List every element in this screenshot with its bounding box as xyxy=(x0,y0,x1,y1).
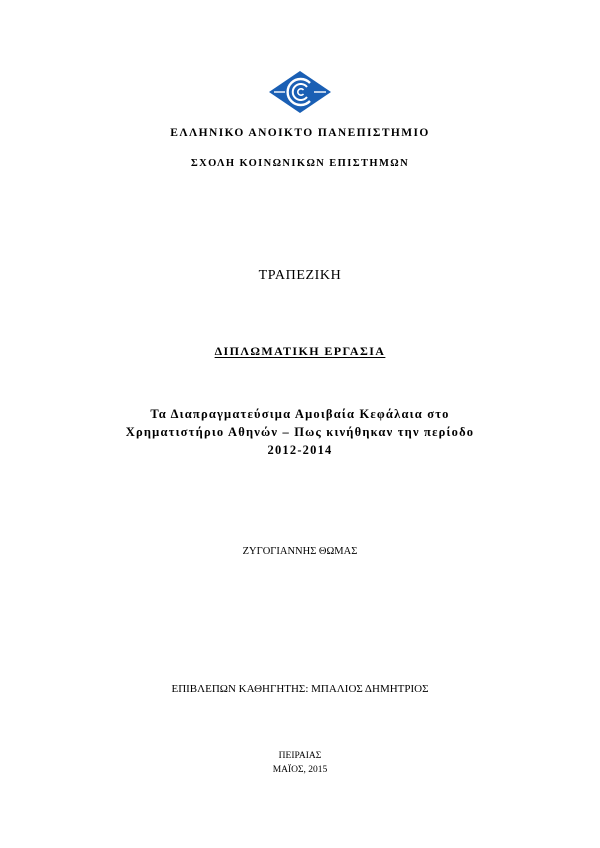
author-name: ΖΥΓΟΓΙΑΝΝΗΣ ΘΩΜΑΣ xyxy=(242,546,358,557)
supervisor-line: ΕΠΙΒΛΕΠΩΝ ΚΑΘΗΓΗΤΗΣ: ΜΠΑΛΙΟΣ ΔΗΜΗΤΡΙΟΣ xyxy=(171,683,429,695)
university-name: ΕΛΛΗΝΙΚΟ ΑΝΟΙΚΤΟ ΠΑΝΕΠΙΣΤΗΜΙΟ xyxy=(170,127,430,139)
university-emblem-icon xyxy=(268,70,332,114)
thesis-title-line-1: Τα Διαπραγματεύσιμα Αμοιβαία Κεφάλαια στο xyxy=(150,407,450,421)
school-name: ΣΧΟΛΗ ΚΟΙΝΩΝΙΚΩΝ ΕΠΙΣΤΗΜΩΝ xyxy=(190,158,410,169)
thesis-type-label: ΔΙΠΛΩΜΑΤΙΚΗ ΕΡΓΑΣΙΑ xyxy=(214,344,386,358)
thesis-title-line-2: Χρηματιστήριο Αθηνών – Πως κινήθηκαν την περίοδο xyxy=(125,425,475,439)
footer-date: ΜΑΪΟΣ, 2015 xyxy=(272,765,328,775)
footer-city: ΠΕΙΡΑΙΑΣ xyxy=(278,751,322,761)
thesis-type-heading xyxy=(0,344,600,359)
thesis-title-line-3: 2012-2014 xyxy=(267,443,333,457)
department-name: ΤΡΑΠΕΖΙΚΗ xyxy=(258,268,342,283)
